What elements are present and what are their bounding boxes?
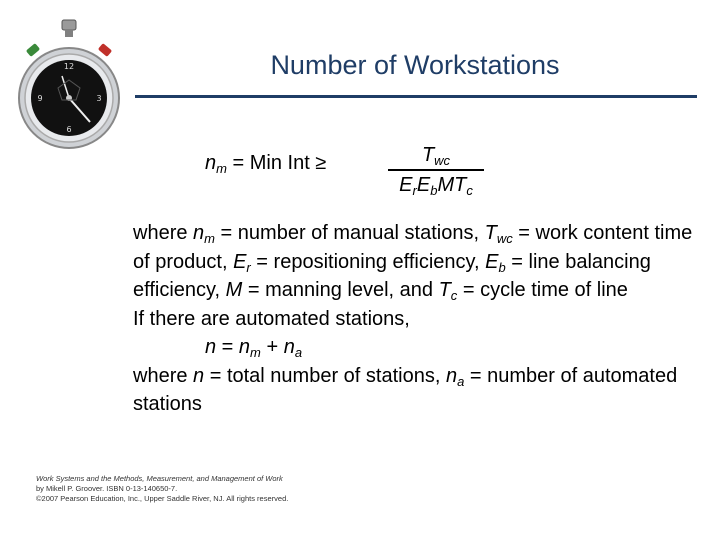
footer-book-title: Work Systems and the Methods, Measurement, and Management of Work (36, 474, 283, 483)
formula-fraction (388, 143, 484, 198)
fraction-numerator: $T_{wc}$ (421, 144, 451, 168)
total-stations-equation: $n = n_m + n_a$ (205, 336, 303, 360)
stopwatch-icon (14, 18, 124, 158)
fraction-bar (388, 169, 484, 171)
total-stations-definition: where n = total number of stations, $n_a$ = number of automated stations (133, 364, 678, 415)
slide-title: Number of Workstations (270, 50, 560, 80)
footer-copyright: ©2007 Pearson Education, Inc., Upper Saddle River, NJ. All rights reserved. (36, 494, 289, 503)
fraction-denominator: $E_rE_bMT_c$ (399, 173, 473, 198)
svg-text:9: 9 (37, 94, 43, 103)
formula-lhs: $n_m$ = Min Int ≥ (205, 152, 327, 176)
slide-body (133, 219, 693, 419)
svg-text:12: 12 (63, 62, 75, 71)
svg-text:6: 6 (66, 125, 72, 134)
title-underline (135, 95, 697, 98)
definitions-paragraph: where $n_m$ = number of manual stations, $T_{wc}$ = work content time of product, $E_r$ = repositioning efficiency, $E_b$ = line balancing efficiency, M = manning level, and $T_c$ = cycle time of line (133, 222, 693, 303)
footer-author: by Mikell P. Groover. ISBN 0-13-140650-7. (36, 484, 178, 493)
copyright-footer (36, 474, 288, 504)
automated-intro: If there are automated stations, (133, 307, 410, 330)
svg-text:3: 3 (96, 94, 102, 103)
